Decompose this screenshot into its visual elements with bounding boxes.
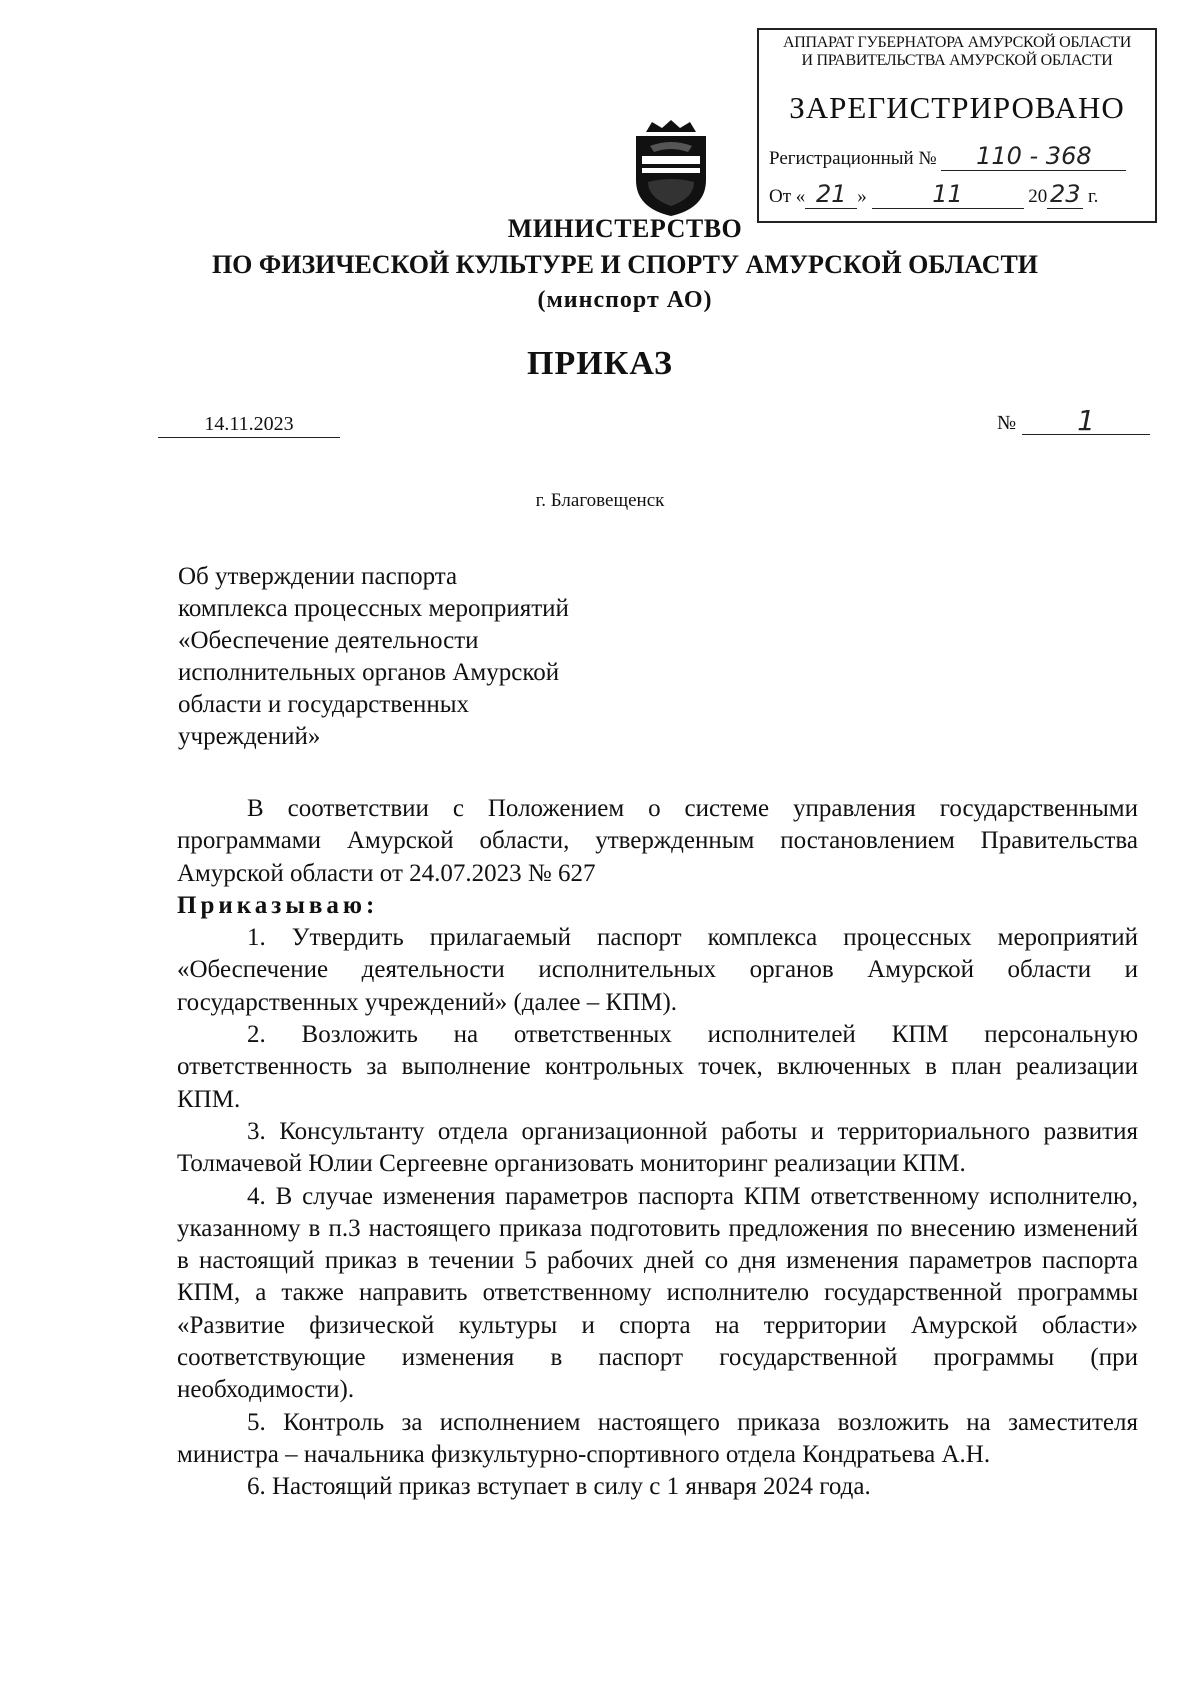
subject-line: Об утверждении паспорта xyxy=(178,563,458,590)
order-item: 4. В случае изменения параметров паспорта КПМ ответственному исполнителю, указанному в п.3 настоящего приказа подготовить предложения по внесению изменений в настоящий приказ в течении 5 рабочих дней со дня изменения параметров паспорта КПМ, а также направить ответственному исполнителю государственной программы «Развитие физической культуры и спорта на территории Амурской области» соответствующие изменения в паспорт государственной программы (при необходимости). xyxy=(177,1182,1138,1404)
ministry-abbreviation: (минспорт АО) xyxy=(537,287,713,313)
ministry-title: МИНИСТЕРСТВО xyxy=(507,214,743,243)
stamp-reg-number: 110 - 368 xyxy=(941,142,1126,171)
stamp-date-row xyxy=(769,180,1098,209)
registration-stamp xyxy=(757,28,1157,223)
order-item: 2. Возложить на ответственных исполнителей КПМ персональную ответственность за выполнение контрольных точек, включенных в план реализации КПМ. xyxy=(177,1021,1138,1113)
stamp-year-end: г. xyxy=(1088,186,1099,207)
stamp-reg-number-row xyxy=(769,142,1126,171)
stamp-month: 11 xyxy=(872,180,1024,209)
stamp-reg-label: Регистрационный № xyxy=(769,148,937,169)
stamp-org-line-1: АППАРАТ ГУБЕРНАТОРА АМУРСКОЙ ОБЛАСТИ xyxy=(782,34,1132,51)
order-word: Приказываю: xyxy=(177,891,379,919)
amur-oblast-coat-of-arms-icon xyxy=(628,118,714,218)
order-date: 14.11.2023 xyxy=(158,413,340,438)
order-item: 1. Утвердить прилагаемый паспорт комплекса процессных мероприятий «Обеспечение деятельности исполнительных органов Амурской области и государственных учреждений» (далее – КПМ). xyxy=(177,924,1138,1016)
stamp-org-line-2: И ПРАВИТЕЛЬСТВА АМУРСКОЙ ОБЛАСТИ xyxy=(801,52,1113,69)
ministry-name: ПО ФИЗИЧЕСКОЙ КУЛЬТУРЕ И СПОРТУ АМУРСКОЙ ОБЛАСТИ xyxy=(211,250,1039,279)
subject-line: исполнительных органов Амурской xyxy=(178,659,560,686)
preamble: В соответствии с Положением о системе управления государственными программами Амурской области, утвержденным постановлением Правительства Амурской области от 24.07.2023 № 627 xyxy=(177,795,1138,887)
subject-line: области и государственных xyxy=(178,691,470,718)
stamp-title: ЗАРЕГИСТРИРОВАНО xyxy=(789,90,1125,125)
subject-line: учреждений» xyxy=(178,723,321,750)
stamp-year-suffix: 23 xyxy=(1047,180,1083,209)
order-item: 6. Настоящий приказ вступает в силу с 1 января 2024 года. xyxy=(247,1473,871,1501)
stamp-day: 21 xyxy=(805,180,857,209)
order-subject xyxy=(178,561,658,753)
stamp-day-close: » xyxy=(857,186,867,207)
document-type: ПРИКАЗ xyxy=(527,345,673,382)
order-body xyxy=(177,793,1138,1504)
stamp-date-prefix: От « xyxy=(769,186,806,207)
subject-line: «Обеспечение деятельности xyxy=(178,627,479,654)
order-number-label: № xyxy=(997,412,1017,434)
subject-line: комплекса процессных мероприятий xyxy=(178,595,569,622)
city: г. Благовещенск xyxy=(535,490,665,511)
order-item: 3. Консультанту отдела организационной работы и территориального развития Толмачевой Юлии Сергеевне организовать мониторинг реализации КПМ. xyxy=(177,1117,1138,1178)
order-number: 1 xyxy=(1077,404,1095,437)
stamp-organization xyxy=(759,34,1155,70)
stamp-year-prefix: 20 xyxy=(1028,186,1048,207)
order-item: 5. Контроль за исполнением настоящего приказа возложить на заместителя министра – начальника физкультурно-спортивного отдела Кондратьева А.Н. xyxy=(177,1408,1138,1468)
order-number-field xyxy=(1022,404,1150,435)
